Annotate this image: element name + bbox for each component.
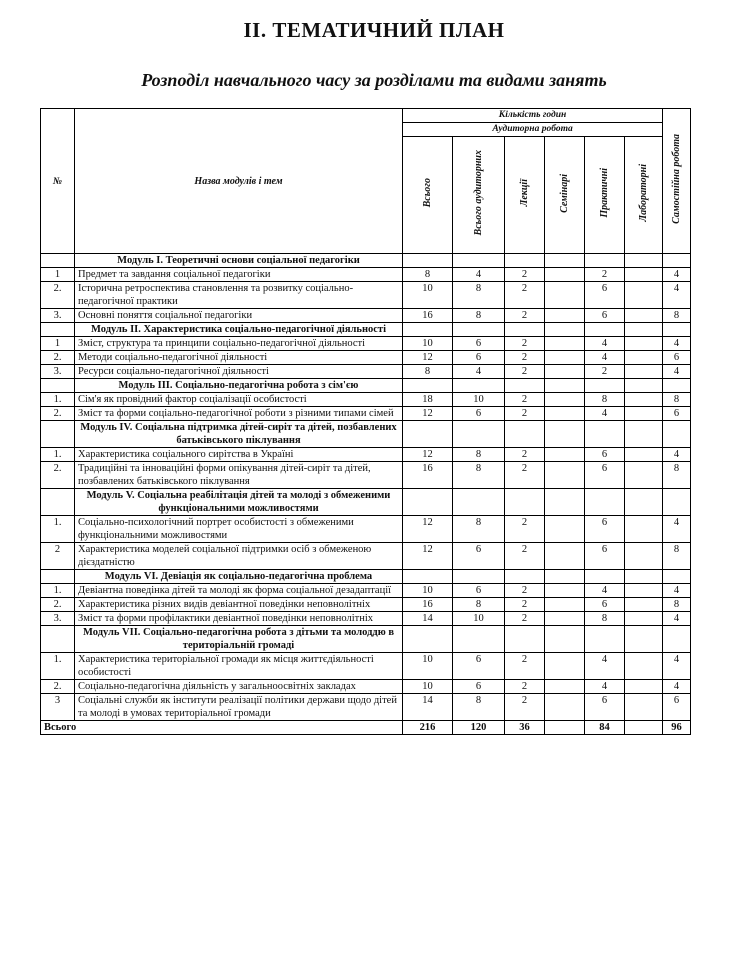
hours-lec: 2 <box>505 268 545 282</box>
header-auditorium: Аудиторна робота <box>403 123 663 137</box>
module-title: Модуль VII. Соціально-педагогічна робота з дітьми та молоддю в територіальній громаді <box>75 626 403 653</box>
topic-number: 2. <box>41 680 75 694</box>
module-number-cell <box>41 489 75 516</box>
hours-sem <box>545 516 585 543</box>
module-empty-cell <box>403 489 453 516</box>
module-empty-cell <box>505 254 545 268</box>
hours-lab <box>625 351 663 365</box>
topic-number: 1. <box>41 448 75 462</box>
module-row <box>41 626 691 653</box>
hours-total: 12 <box>403 516 453 543</box>
hours-sem <box>545 309 585 323</box>
hours-self: 4 <box>663 282 691 309</box>
hours-lab <box>625 612 663 626</box>
module-empty-cell <box>625 379 663 393</box>
module-empty-cell <box>625 421 663 448</box>
topic-row <box>41 448 691 462</box>
hours-lab <box>625 543 663 570</box>
hours-lab <box>625 268 663 282</box>
hours-lec: 2 <box>505 462 545 489</box>
module-empty-cell <box>453 626 505 653</box>
total-label: Всього <box>41 721 403 735</box>
hours-prac: 6 <box>585 462 625 489</box>
hours-aud: 6 <box>453 584 505 598</box>
hours-lec: 2 <box>505 407 545 421</box>
hours-lec: 2 <box>505 516 545 543</box>
module-empty-cell <box>545 489 585 516</box>
topic-row <box>41 543 691 570</box>
module-number-cell <box>41 626 75 653</box>
module-title: Модуль II. Характеристика соціально-педагогічної діяльності <box>75 323 403 337</box>
topic-row <box>41 282 691 309</box>
topic-number: 2. <box>41 407 75 421</box>
hours-aud: 8 <box>453 516 505 543</box>
topic-number: 1 <box>41 268 75 282</box>
hours-prac: 4 <box>585 337 625 351</box>
hours-prac: 4 <box>585 351 625 365</box>
topic-name: Історична ретроспектива становлення та розвитку соціально-педагогічної практики <box>75 282 403 309</box>
module-empty-cell <box>403 421 453 448</box>
header-name: Назва модулів і тем <box>75 109 403 254</box>
module-empty-cell <box>545 323 585 337</box>
hours-self: 4 <box>663 584 691 598</box>
hours-prac: 6 <box>585 516 625 543</box>
hours-self: 8 <box>663 462 691 489</box>
module-empty-cell <box>663 570 691 584</box>
module-empty-cell <box>663 626 691 653</box>
hours-total: 8 <box>403 365 453 379</box>
module-empty-cell <box>663 323 691 337</box>
topic-name: Девіантна поведінка дітей та молоді як форма соціальної дезадаптації <box>75 584 403 598</box>
module-empty-cell <box>403 323 453 337</box>
topic-number: 1 <box>41 337 75 351</box>
hours-sem <box>545 543 585 570</box>
hours-lec: 2 <box>505 309 545 323</box>
topic-row <box>41 407 691 421</box>
hours-self: 4 <box>663 268 691 282</box>
module-empty-cell <box>403 379 453 393</box>
hours-sem <box>545 462 585 489</box>
hours-aud: 6 <box>453 337 505 351</box>
topic-row <box>41 462 691 489</box>
header-practical: Практичні <box>585 137 625 254</box>
hours-sem <box>545 365 585 379</box>
module-empty-cell <box>625 323 663 337</box>
topic-row <box>41 516 691 543</box>
topic-number: 1. <box>41 653 75 680</box>
hours-aud: 4 <box>453 365 505 379</box>
hours-aud: 4 <box>453 268 505 282</box>
hours-sem <box>545 337 585 351</box>
hours-sem <box>545 598 585 612</box>
module-empty-cell <box>505 626 545 653</box>
hours-total: 14 <box>403 694 453 721</box>
thematic-plan-table <box>40 108 691 735</box>
hours-prac: 4 <box>585 584 625 598</box>
module-title: Модуль III. Соціально-педагогічна робота з сім'єю <box>75 379 403 393</box>
module-empty-cell <box>625 570 663 584</box>
hours-prac: 8 <box>585 393 625 407</box>
hours-total: 10 <box>403 584 453 598</box>
header-self-work: Самостійна робота <box>663 109 691 254</box>
hours-total: 14 <box>403 612 453 626</box>
module-empty-cell <box>545 379 585 393</box>
hours-lab <box>625 407 663 421</box>
topic-name: Сім'я як провідний фактор соціалізації особистості <box>75 393 403 407</box>
hours-lab <box>625 309 663 323</box>
module-row <box>41 570 691 584</box>
topic-name: Методи соціально-педагогічної діяльності <box>75 351 403 365</box>
hours-total: 12 <box>403 351 453 365</box>
module-empty-cell <box>585 254 625 268</box>
module-empty-cell <box>585 421 625 448</box>
hours-sem <box>545 393 585 407</box>
module-row <box>41 489 691 516</box>
module-number-cell <box>41 421 75 448</box>
topic-row <box>41 309 691 323</box>
hours-total: 10 <box>403 337 453 351</box>
hours-sem <box>545 653 585 680</box>
topic-row <box>41 653 691 680</box>
hours-prac: 2 <box>585 268 625 282</box>
topic-number: 1. <box>41 584 75 598</box>
module-empty-cell <box>625 254 663 268</box>
module-number-cell <box>41 323 75 337</box>
hours-lec: 2 <box>505 584 545 598</box>
hours-sem <box>545 351 585 365</box>
topic-name: Характеристика моделей соціальної підтримки осіб з обмеженою дієздатністю <box>75 543 403 570</box>
hours-lab <box>625 598 663 612</box>
module-empty-cell <box>585 323 625 337</box>
hours-self: 4 <box>663 448 691 462</box>
module-row <box>41 421 691 448</box>
module-empty-cell <box>545 421 585 448</box>
topic-row <box>41 584 691 598</box>
module-empty-cell <box>663 379 691 393</box>
header-hours: Кількість годин <box>403 109 663 123</box>
hours-sem <box>545 268 585 282</box>
hours-self: 6 <box>663 694 691 721</box>
topic-name: Основні поняття соціальної педагогіки <box>75 309 403 323</box>
topic-number: 2 <box>41 543 75 570</box>
hours-lec: 2 <box>505 282 545 309</box>
hours-sem <box>545 694 585 721</box>
module-empty-cell <box>585 570 625 584</box>
hours-lab <box>625 337 663 351</box>
hours-lec: 2 <box>505 612 545 626</box>
module-title: Модуль І. Теоретичні основи соціальної педагогіки <box>75 254 403 268</box>
hours-lec: 2 <box>505 365 545 379</box>
module-row <box>41 254 691 268</box>
topic-name: Соціальні служби як інститути реалізації політики держави щодо дітей та молоді в умовах територіальної громади <box>75 694 403 721</box>
module-title: Модуль V. Соціальна реабілітація дітей та молоді з обмеженими функціональними можливостями <box>75 489 403 516</box>
hours-total: 12 <box>403 448 453 462</box>
module-empty-cell <box>505 379 545 393</box>
topic-number: 1. <box>41 516 75 543</box>
module-row <box>41 323 691 337</box>
hours-self: 4 <box>663 680 691 694</box>
hours-lec: 2 <box>505 680 545 694</box>
hours-prac: 6 <box>585 543 625 570</box>
hours-aud: 8 <box>453 694 505 721</box>
total-self: 96 <box>663 721 691 735</box>
header-lab: Лабораторні <box>625 137 663 254</box>
hours-lec: 2 <box>505 694 545 721</box>
hours-prac: 4 <box>585 407 625 421</box>
module-empty-cell <box>453 489 505 516</box>
hours-lab <box>625 282 663 309</box>
hours-lec: 2 <box>505 393 545 407</box>
hours-prac: 6 <box>585 448 625 462</box>
topic-row <box>41 268 691 282</box>
module-empty-cell <box>585 489 625 516</box>
topic-row <box>41 598 691 612</box>
hours-aud: 6 <box>453 407 505 421</box>
header-total: Всього <box>403 137 453 254</box>
hours-lab <box>625 462 663 489</box>
topic-number: 3. <box>41 612 75 626</box>
hours-lec: 2 <box>505 337 545 351</box>
hours-total: 18 <box>403 393 453 407</box>
topic-row <box>41 612 691 626</box>
hours-prac: 6 <box>585 598 625 612</box>
module-empty-cell <box>453 421 505 448</box>
module-row <box>41 379 691 393</box>
topic-number: 1. <box>41 393 75 407</box>
module-empty-cell <box>453 379 505 393</box>
module-empty-cell <box>403 254 453 268</box>
hours-aud: 10 <box>453 393 505 407</box>
topic-name: Зміст та форми соціально-педагогічної роботи з різними типами сімей <box>75 407 403 421</box>
hours-self: 4 <box>663 516 691 543</box>
hours-aud: 10 <box>453 612 505 626</box>
topic-row <box>41 694 691 721</box>
hours-prac: 6 <box>585 694 625 721</box>
topic-number: 2. <box>41 351 75 365</box>
hours-total: 12 <box>403 407 453 421</box>
hours-lab <box>625 448 663 462</box>
module-number-cell <box>41 570 75 584</box>
hours-total: 10 <box>403 680 453 694</box>
hours-lab <box>625 694 663 721</box>
topic-number: 3. <box>41 309 75 323</box>
total-aud: 120 <box>453 721 505 735</box>
hours-total: 8 <box>403 268 453 282</box>
topic-name: Предмет та завдання соціальної педагогіки <box>75 268 403 282</box>
topic-row <box>41 680 691 694</box>
hours-total: 16 <box>403 309 453 323</box>
module-empty-cell <box>453 254 505 268</box>
hours-sem <box>545 680 585 694</box>
module-empty-cell <box>663 489 691 516</box>
hours-self: 4 <box>663 653 691 680</box>
module-empty-cell <box>585 626 625 653</box>
module-empty-cell <box>663 421 691 448</box>
hours-lec: 2 <box>505 543 545 570</box>
hours-lec: 2 <box>505 653 545 680</box>
topic-name: Традиційні та інноваційні форми опікування дітей-сиріт та дітей, позбавлених батьківського піклування <box>75 462 403 489</box>
module-empty-cell <box>453 570 505 584</box>
total-prac: 84 <box>585 721 625 735</box>
topic-name: Характеристика територіальної громади як місця життєдіяльності особистості <box>75 653 403 680</box>
hours-total: 10 <box>403 282 453 309</box>
topic-row <box>41 351 691 365</box>
topic-name: Зміст та форми профілактики девіантної поведінки неповнолітніх <box>75 612 403 626</box>
hours-lec: 2 <box>505 598 545 612</box>
hours-lec: 2 <box>505 448 545 462</box>
hours-total: 10 <box>403 653 453 680</box>
hours-self: 6 <box>663 407 691 421</box>
hours-prac: 2 <box>585 365 625 379</box>
module-number-cell <box>41 379 75 393</box>
header-total-aud: Всього аудиторних <box>453 137 505 254</box>
hours-self: 4 <box>663 337 691 351</box>
header-seminars: Семінарі <box>545 137 585 254</box>
module-empty-cell <box>505 570 545 584</box>
hours-total: 12 <box>403 543 453 570</box>
topic-number: 2. <box>41 462 75 489</box>
hours-sem <box>545 407 585 421</box>
hours-self: 4 <box>663 612 691 626</box>
total-row <box>41 721 691 735</box>
page-subtitle: Розподіл навчального часу за розділами та видами занять <box>141 70 607 90</box>
hours-lab <box>625 584 663 598</box>
topic-name: Ресурси соціально-педагогічної діяльності <box>75 365 403 379</box>
topic-name: Соціально-психологічний портрет особистості з обмеженими функціональними можливостями <box>75 516 403 543</box>
hours-aud: 8 <box>453 598 505 612</box>
topic-number: 2. <box>41 282 75 309</box>
hours-aud: 6 <box>453 543 505 570</box>
hours-aud: 8 <box>453 282 505 309</box>
hours-lab <box>625 365 663 379</box>
hours-lab <box>625 393 663 407</box>
topic-number: 2. <box>41 598 75 612</box>
module-empty-cell <box>625 489 663 516</box>
module-empty-cell <box>585 379 625 393</box>
hours-total: 16 <box>403 598 453 612</box>
topic-name: Характеристика різних видів девіантної поведінки неповнолітніх <box>75 598 403 612</box>
hours-lab <box>625 653 663 680</box>
module-empty-cell <box>403 570 453 584</box>
module-empty-cell <box>663 254 691 268</box>
module-empty-cell <box>545 254 585 268</box>
total-total: 216 <box>403 721 453 735</box>
module-empty-cell <box>545 570 585 584</box>
topic-number: 3 <box>41 694 75 721</box>
hours-prac: 8 <box>585 612 625 626</box>
topic-row <box>41 365 691 379</box>
hours-self: 8 <box>663 543 691 570</box>
module-empty-cell <box>545 626 585 653</box>
hours-prac: 4 <box>585 653 625 680</box>
total-sem <box>545 721 585 735</box>
topic-name: Соціально-педагогічна діяльність у загальноосвітніх закладах <box>75 680 403 694</box>
hours-lab <box>625 680 663 694</box>
hours-prac: 6 <box>585 309 625 323</box>
hours-self: 8 <box>663 393 691 407</box>
hours-aud: 6 <box>453 653 505 680</box>
hours-aud: 8 <box>453 462 505 489</box>
module-empty-cell <box>403 626 453 653</box>
topic-name: Характеристика соціального сирітства в Україні <box>75 448 403 462</box>
total-lab <box>625 721 663 735</box>
topic-row <box>41 337 691 351</box>
hours-lab <box>625 516 663 543</box>
module-empty-cell <box>505 323 545 337</box>
page-title: II. ТЕМАТИЧНИЙ ПЛАН <box>243 18 505 42</box>
hours-self: 4 <box>663 365 691 379</box>
module-empty-cell <box>625 626 663 653</box>
hours-sem <box>545 282 585 309</box>
topic-name: Зміст, структура та принципи соціально-педагогічної діяльності <box>75 337 403 351</box>
hours-aud: 6 <box>453 680 505 694</box>
hours-aud: 8 <box>453 309 505 323</box>
hours-lec: 2 <box>505 351 545 365</box>
hours-sem <box>545 612 585 626</box>
header-lectures: Лекції <box>505 137 545 254</box>
hours-sem <box>545 448 585 462</box>
module-title: Модуль VI. Девіація як соціально-педагогічна проблема <box>75 570 403 584</box>
total-lec: 36 <box>505 721 545 735</box>
hours-prac: 6 <box>585 282 625 309</box>
hours-self: 8 <box>663 598 691 612</box>
topic-number: 3. <box>41 365 75 379</box>
module-title: Модуль IV. Соціальна підтримка дітей-сиріт та дітей, позбавлених батьківського піклування <box>75 421 403 448</box>
hours-total: 16 <box>403 462 453 489</box>
hours-aud: 8 <box>453 448 505 462</box>
hours-self: 8 <box>663 309 691 323</box>
header-number: № <box>41 109 75 254</box>
module-empty-cell <box>505 421 545 448</box>
module-empty-cell <box>453 323 505 337</box>
hours-aud: 6 <box>453 351 505 365</box>
hours-self: 6 <box>663 351 691 365</box>
module-empty-cell <box>505 489 545 516</box>
hours-sem <box>545 584 585 598</box>
hours-prac: 4 <box>585 680 625 694</box>
module-number-cell <box>41 254 75 268</box>
topic-row <box>41 393 691 407</box>
